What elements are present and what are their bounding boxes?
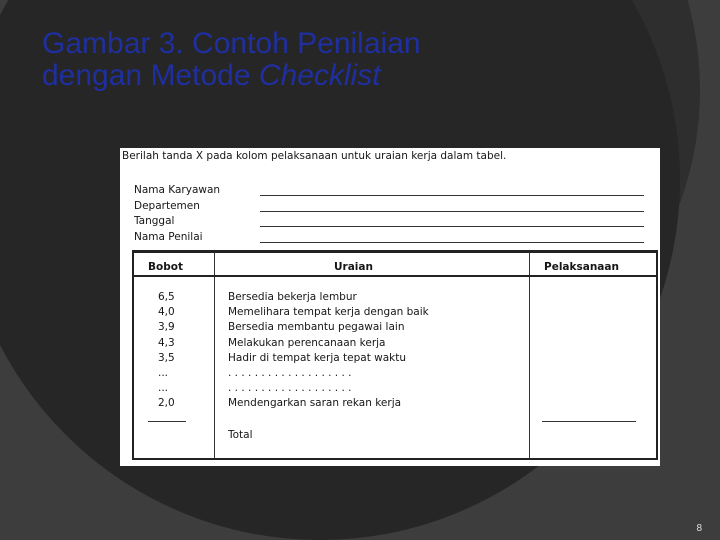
header-description: Uraian	[334, 261, 373, 273]
field-blank-line	[260, 242, 644, 243]
row-description: Mendengarkan saran rekan kerja	[228, 397, 402, 410]
field-label: Nama Penilai	[134, 230, 203, 243]
table-row	[134, 337, 656, 352]
field-label: Departemen	[134, 199, 200, 212]
row-weight: ...	[158, 366, 169, 379]
row-description: Memelihara tempat kerja dengan baik	[228, 306, 429, 319]
checklist-form-image	[120, 148, 660, 466]
form-instruction: Berilah tanda X pada kolom pelaksanaan untuk uraian kerja dalam tabel.	[122, 150, 507, 162]
page-number: 8	[696, 523, 702, 534]
field-blank-line	[260, 211, 644, 212]
header-divider	[134, 275, 656, 277]
row-weight: 4,0	[158, 306, 175, 319]
row-weight: 4,3	[158, 336, 175, 349]
weight-sum-line	[148, 421, 186, 422]
row-description: . . . . . . . . . . . . . . . . . . .	[228, 382, 352, 395]
table-row	[134, 397, 656, 412]
row-description: Bersedia bekerja lembur	[228, 291, 357, 303]
execution-sum-line	[542, 421, 636, 422]
table-row	[134, 367, 656, 382]
row-weight: ...	[158, 382, 169, 395]
row-weight: 3,9	[158, 321, 175, 334]
header-execution: Pelaksanaan	[544, 261, 619, 273]
table-row	[134, 321, 656, 336]
field-blank-line	[260, 226, 644, 227]
row-weight: 6,5	[158, 291, 175, 303]
row-weight: 2,0	[158, 397, 175, 410]
row-description: . . . . . . . . . . . . . . . . . . .	[228, 366, 352, 379]
row-weight: 3,5	[158, 351, 175, 364]
table-row	[134, 291, 656, 306]
row-description: Bersedia membantu pegawai lain	[228, 321, 405, 334]
form-fields	[134, 184, 654, 246]
table-row	[134, 382, 656, 397]
field-label: Nama Karyawan	[134, 184, 221, 196]
field-blank-line	[260, 195, 644, 196]
field-assessor-name	[134, 231, 654, 247]
field-department	[134, 200, 654, 216]
table-row	[134, 352, 656, 367]
total-label: Total	[228, 429, 253, 441]
field-date	[134, 215, 654, 231]
header-weight: Bobot	[148, 261, 183, 273]
row-description: Melakukan perencanaan kerja	[228, 336, 386, 349]
slide-title-italic: Checklist	[258, 59, 381, 92]
slide-title-prefix: dengan Metode	[42, 59, 259, 92]
table-rows	[134, 291, 656, 413]
slide-title	[42, 28, 662, 92]
slide-title-line-1: Gambar 3. Contoh Penilaian	[42, 27, 421, 60]
row-description: Hadir di tempat kerja tepat waktu	[228, 351, 407, 364]
checklist-table	[132, 250, 658, 460]
slide-title-line-2	[42, 60, 662, 92]
field-label: Tanggal	[134, 215, 175, 227]
field-employee-name	[134, 184, 654, 200]
table-row	[134, 306, 656, 321]
